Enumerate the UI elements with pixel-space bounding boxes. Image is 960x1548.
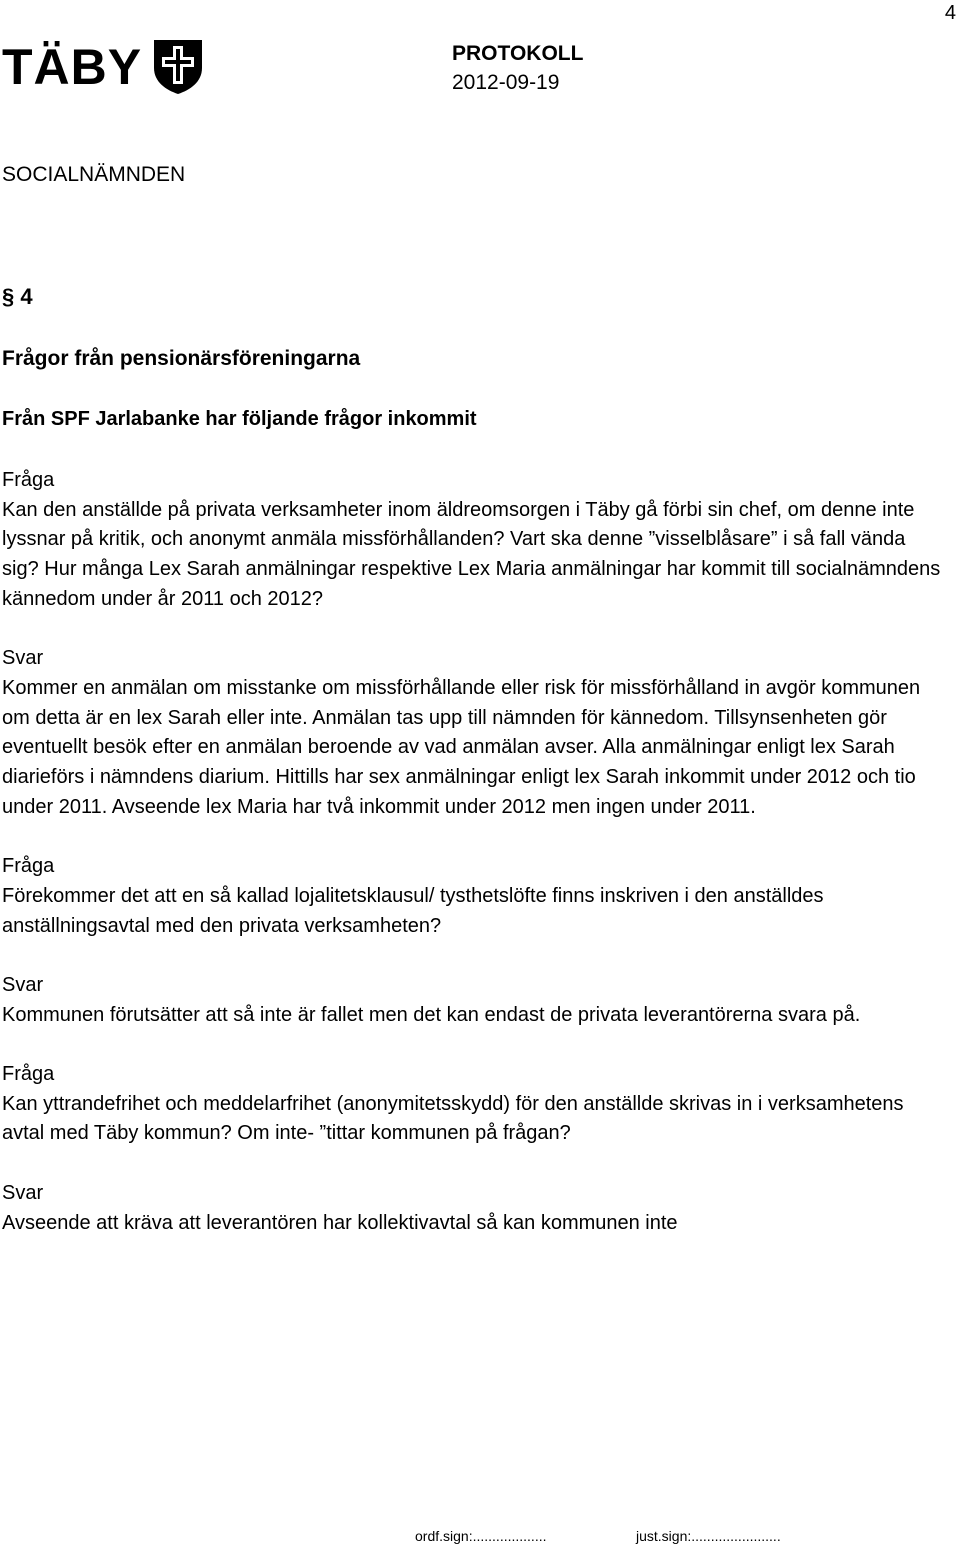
shield-cross-icon — [152, 38, 204, 96]
answer-label: Svar — [2, 1181, 44, 1204]
adjuster-signature-line: just.sign:....................... — [636, 1528, 781, 1544]
document-date: 2012-09-19 — [452, 71, 560, 94]
section-subheading: Från SPF Jarlabanke har följande frågor inkommit — [2, 408, 477, 430]
page-number: 4 — [944, 2, 956, 24]
answer-text: Kommer en anmälan om misstanke om missförhållande eller risk för missförhålland in avgör kommunen om detta är en lex Sarah eller inte. Anmälan tas upp till nämnden för kännedom. Tillsynsenheten gör eventuellt besök efter en anmälan beroende av vad anmälan avser. Alla anmälningar enligt lex Sarah diarieförs i nämndens diarium. Hittills har sex anmälningar enligt lex Sarah inkommit under 2012 och tio under 2011. Avseende lex Maria har två inkommit under 2012 men ingen under 2011. — [2, 676, 921, 818]
question-text: Förekommer det att en så kallad lojalitetsklausul/ tysthetslöfte finns inskriven i den anställdes anställningsavtal med den privata verksamheten? — [2, 884, 824, 937]
paragraph-number: § 4 — [2, 284, 33, 309]
taby-logo — [2, 38, 204, 96]
chair-signature-line: ordf.sign:................... — [415, 1528, 547, 1544]
section-heading: Frågor från pensionärsföreningarna — [2, 347, 361, 370]
question-label: Fråga — [2, 855, 55, 878]
question-label: Fråga — [2, 469, 55, 491]
answer-label: Svar — [2, 973, 44, 996]
answer-text: Kommunen förutsätter att så inte är fallet men det kan endast de privata leverantörerna svara på. — [2, 1003, 861, 1026]
answer-text: Avseende att kräva att leverantören har kollektivavtal så kan kommunen inte — [2, 1211, 678, 1234]
question-answer-list — [2, 466, 942, 1238]
logo-wordmark: TÄBY — [2, 39, 143, 95]
document-type: PROTOKOLL — [452, 42, 584, 65]
question-text: Kan yttrandefrihet och meddelarfrihet (anonymitetsskydd) för den anställde skrivas in i verksamhetens avtal med Täby kommun? Om inte- ”tittar kommunen på frågan? — [2, 1092, 904, 1145]
answer-label: Svar — [2, 647, 44, 670]
question-text: Kan den anställde på privata verksamheter inom äldreomsorgen i Täby gå förbi sin chef, om denne inte lyssnar på kritik, och anonymt anmäla missförhållanden? Vart ska denne ”visselblåsare” i så fall vända sig? Hur många Lex Sarah anmälningar respektive Lex Maria anmälningar har kommit till socialnämndens kännedom under år 2011 och 2012? — [2, 498, 941, 610]
department-name: SOCIALNÄMNDEN — [2, 163, 186, 186]
question-label: Fråga — [2, 1063, 55, 1085]
